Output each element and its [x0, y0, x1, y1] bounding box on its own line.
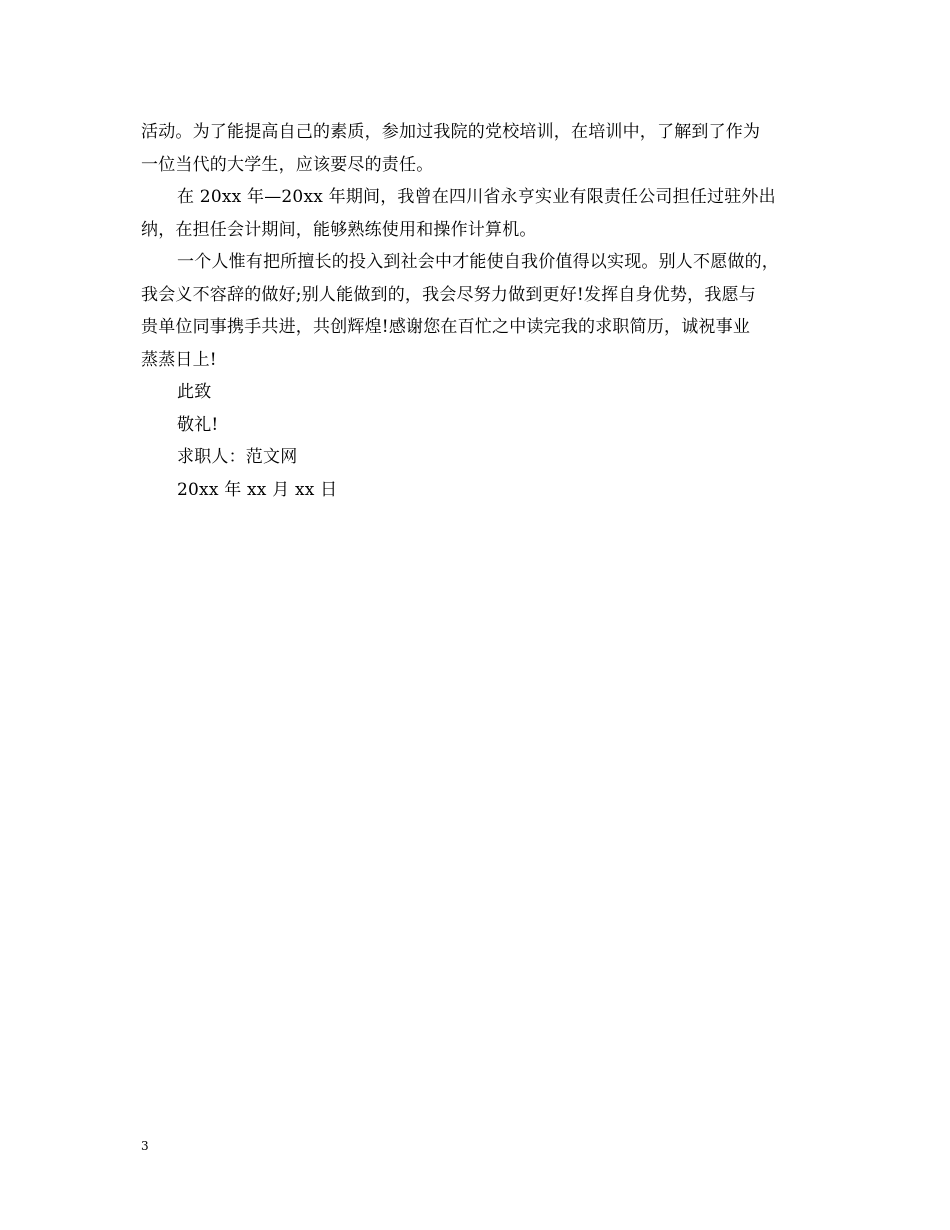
text-line: 活动。为了能提高自己的素质，参加过我院的党校培训，在培训中，了解到了作为 — [141, 122, 761, 142]
letter-date: 20xx 年 xx 月 xx 日 — [177, 479, 338, 500]
text-line: 蒸蒸日上! — [141, 349, 217, 370]
text-line: 我会义不容辞的做好;别人能做到的，我会尽努力做到更好!发挥自身优势，我愿与 — [141, 284, 756, 305]
paragraph-activities — [141, 116, 841, 181]
text-line: 一位当代的大学生，应该要尽的责任。 — [141, 154, 434, 175]
applicant-signature: 求职人：范文网 — [177, 447, 298, 467]
closing-salutation-1: 此致 — [177, 382, 212, 402]
closing-salutation-2: 敬礼! — [177, 414, 219, 435]
text-line: 贵单位同事携手共进，共创辉煌!感谢您在百忙之中读完我的求职简历，诚祝事业 — [141, 317, 751, 337]
paragraph-self-value — [141, 246, 841, 376]
text-line: 一个人惟有把所擅长的投入到社会中才能使自我价值得以实现。别人不愿做的， — [177, 252, 779, 272]
text-line: 在 20xx 年—20xx 年期间，我曾在四川省永亨实业有限责任公司担任过驻外出 — [177, 187, 776, 207]
letter-body — [141, 116, 841, 506]
closing-block — [141, 376, 841, 506]
text-line: 纳，在担任会计期间，能够熟练使用和操作计算机。 — [141, 219, 537, 240]
page-number: 3 — [141, 1139, 149, 1153]
paragraph-work-experience — [141, 181, 841, 246]
